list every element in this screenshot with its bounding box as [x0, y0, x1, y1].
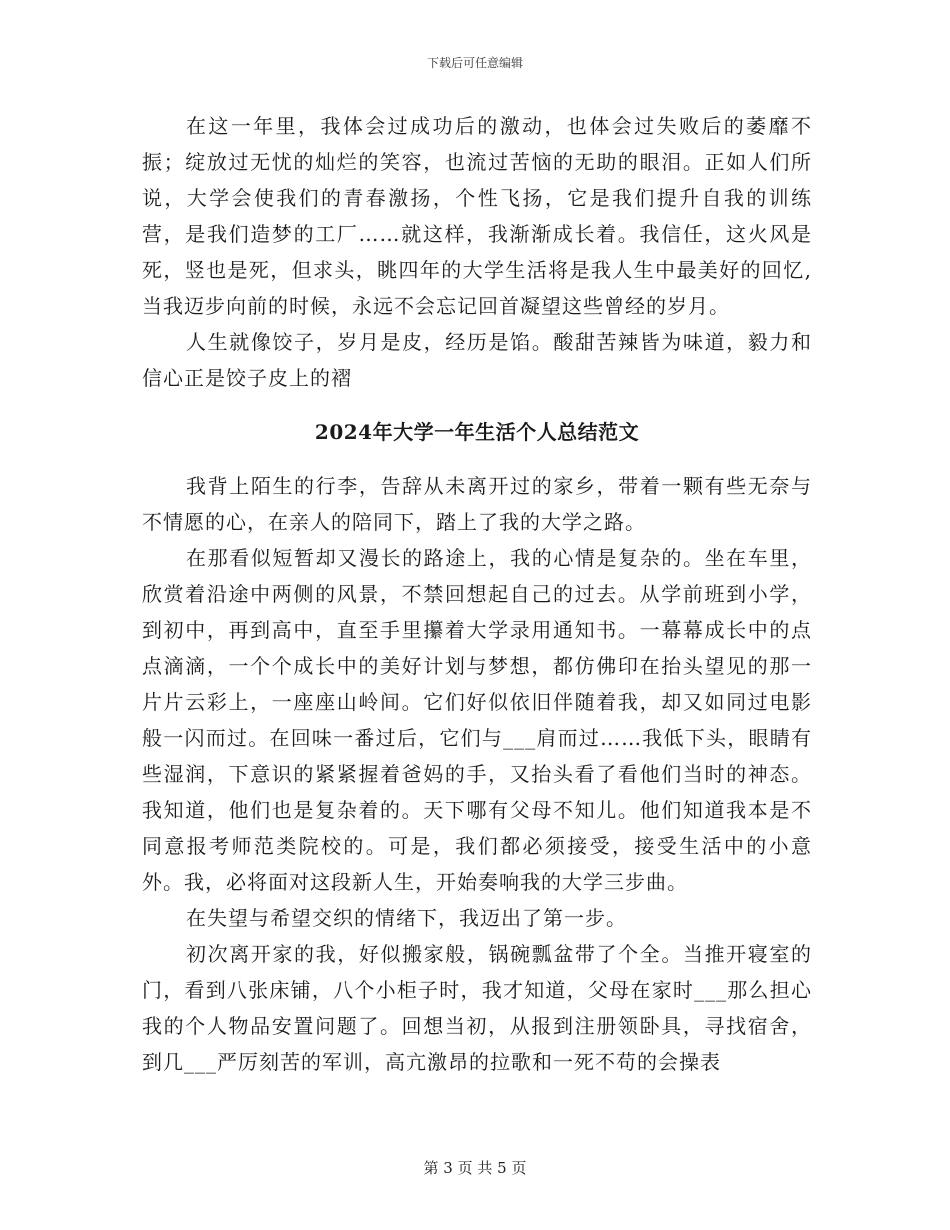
- page-footer: 第 3 页 共 5 页: [423, 1159, 527, 1177]
- document-title: 2024年大学一年生活个人总结范文: [314, 420, 640, 444]
- section-2: [142, 468, 812, 1080]
- page-header: 下载后可任意编辑: [426, 56, 523, 70]
- paragraph: 我背上陌生的行李，告辞从未离开过的家乡，带着一颗有些无奈与不情愿的心，在亲人的陪同下，踏上了我的大学之路。: [142, 474, 812, 534]
- document-body: [142, 108, 812, 1080]
- paragraph: 初次离开家的我，好似搬家般，锅碗瓢盆带了个全。当推开寝室的门，看到八张床铺，八个小柜子时，我才知道，父母在家时___那么担心我的个人物品安置问题了。回想当初，从报到注册领卧具，寻找宿舍，到几___严厉刻苦的军训，高亢激昂的拉歌和一死不苟的会操表: [142, 942, 812, 1074]
- paragraph: 在失望与希望交织的情绪下，我迈出了第一步。: [186, 906, 627, 930]
- section-1: [142, 108, 812, 396]
- paragraph: 在那看似短暂却又漫长的路途上，我的心情是复杂的。坐在车里，欣赏着沿途中两侧的风景，不禁回想起自己的过去。从学前班到小学，到初中，再到高中，直至手里攥着大学录用通知书。一幕幕成长中的点点滴滴，一个个成长中的美好计划与梦想，都仿佛印在抬头望见的那一片片云彩上，一座座山岭间。它们好似依旧伴随着我，却又如同过电影般一闪而过。在回味一番过后，它们与___肩而过……我低下头，眼睛有些湿润，下意识的紧紧握着爸妈的手，又抬头看了看他们当时的神态。我知道，他们也是复杂着的。天下哪有父母不知儿。他们知道我本是不同意报考师范类院校的。可是，我们都必须接受，接受生活中的小意外。我，必将面对这段新人生，开始奏响我的大学三步曲。: [142, 546, 812, 894]
- paragraph: 在这一年里，我体会过成功后的激动，也体会过失败后的萎靡不振；绽放过无忧的灿烂的笑容，也流过苦恼的无助的眼泪。正如人们所说，大学会使我们的青春激扬，个性飞扬，它是我们提升自我的训练营，是我们造梦的工厂……就这样，我渐渐成长着。我信任，这火风是死，竖也是死，但求头，眺四年的大学生活将是我人生中最美好的回忆,当我迈步向前的时候，永远不会忘记回首凝望这些曾经的岁月。: [142, 114, 812, 318]
- paragraph: 人生就像饺子，岁月是皮，经历是馅。酸甜苦辣皆为味道，毅力和信心正是饺子皮上的褶: [142, 330, 812, 390]
